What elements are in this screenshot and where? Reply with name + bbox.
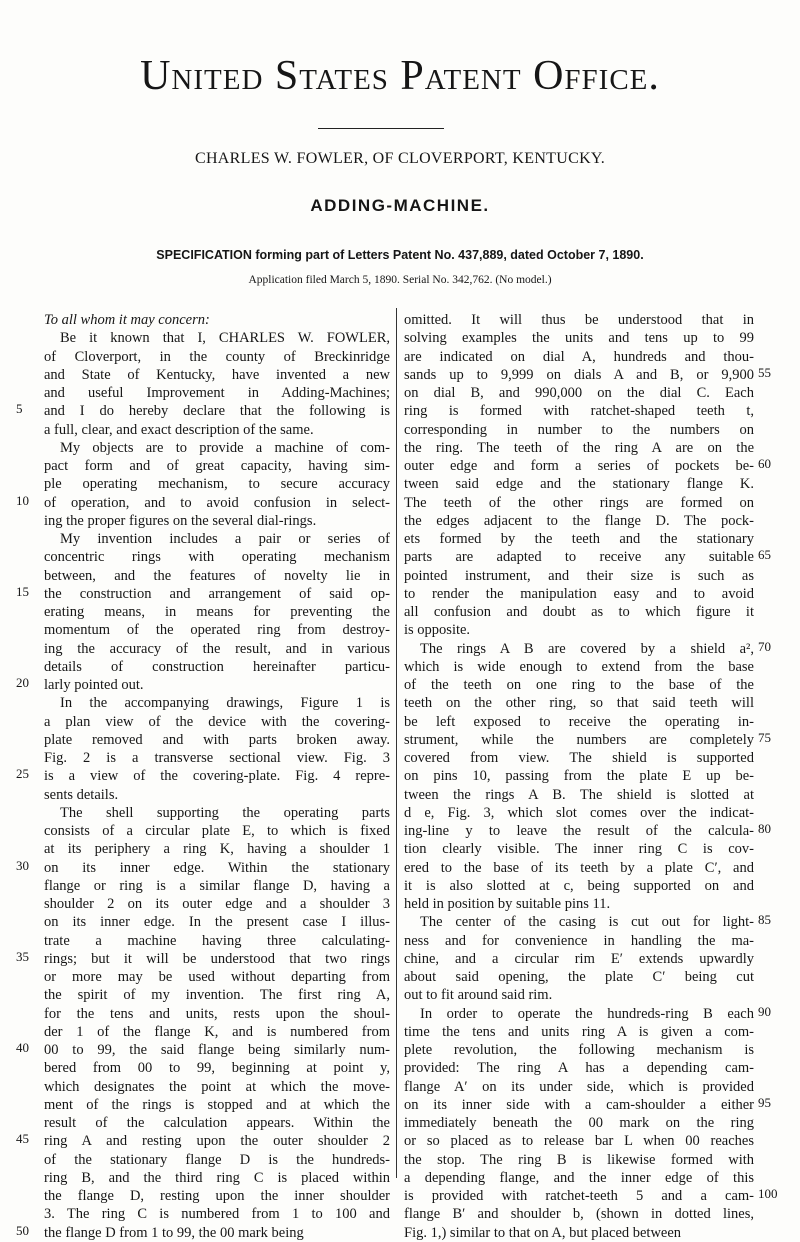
- text-line: tween the rings A B. The shield is slotted at: [404, 786, 754, 803]
- text-line: To all whom it may concern:: [44, 312, 210, 328]
- line-number: 85: [758, 912, 771, 928]
- text-line: trate a machine having three calculating-: [44, 932, 390, 949]
- text-line: ered to the base of its teeth by a plate C′, and: [404, 859, 754, 876]
- text-line: In the accompanying drawings, Figure 1 is: [60, 695, 390, 712]
- line-number: 10: [16, 492, 29, 508]
- text-line: erating means, in means for preventing the: [44, 604, 390, 620]
- text-line: between, and the features of novelty lie in: [44, 567, 390, 584]
- text-line: My objects are to provide a machine of com-: [60, 439, 390, 456]
- text-line: The teeth of the other rings are formed on: [404, 494, 754, 511]
- text-line: about said opening, the plate C′ being cut: [404, 969, 754, 985]
- text-line: teeth on the other ring, so that said teeth will: [404, 695, 754, 712]
- patent-office-title: United States Patent Office.: [140, 53, 660, 99]
- text-line: to render the manipulation easy and to avoid: [404, 585, 754, 602]
- text-line: the flange D, resting upon the inner shoulder: [44, 1188, 390, 1204]
- invention-title: ADDING-MACHINE.: [310, 196, 490, 215]
- text-line: or more may be used without departing from: [44, 969, 390, 985]
- text-line: sents details.: [44, 786, 119, 803]
- text-line: of Cloverport, in the county of Breckinridge: [44, 348, 390, 365]
- text-line: it is also slotted at c, being supported on and: [404, 877, 754, 894]
- text-line: for the tens and units, rests upon the shoul-: [44, 1005, 390, 1022]
- specification-line: SPECIFICATION forming part of Letters Patent No. 437,889, dated October 7, 1890.: [156, 248, 644, 262]
- text-line: der 1 of the flange K, and is numbered from: [44, 1023, 390, 1040]
- line-number: 100: [758, 1186, 778, 1201]
- line-number: 5: [16, 401, 23, 417]
- text-line: pointed instrument, and their size is such as: [404, 567, 754, 584]
- text-line: d e, Fig. 3, which slot comes over the indicat-: [404, 804, 754, 821]
- text-line: immediately beneath the 00 mark on the ring: [404, 1115, 754, 1131]
- text-line: covered from view. The shield is supported: [404, 750, 754, 766]
- text-line: ing the accuracy of the result, and in various: [44, 640, 390, 657]
- text-line: flange A′ on its under side, which is provided: [404, 1078, 754, 1095]
- line-number: 20: [16, 675, 29, 690]
- text-line: tion clearly visible. The inner ring C is cov-: [404, 841, 754, 858]
- text-line: larly pointed out.: [44, 677, 144, 693]
- title-rule: [318, 128, 444, 129]
- text-line: on dial B, and 990,000 on the dial C. Each: [404, 385, 754, 401]
- text-line: at its periphery a ring K, having a shoulder 1: [44, 841, 390, 858]
- line-number: 60: [758, 456, 771, 471]
- text-line: which designates the point at which the move-: [44, 1078, 390, 1095]
- text-line: ing the proper figures on the several dial-rings.: [44, 512, 317, 529]
- text-line: is opposite.: [404, 622, 471, 639]
- text-line: flange B′ and shoulder b, (shown in dotted lines,: [404, 1206, 754, 1223]
- text-line: on pins 10, passing from the plate E up be-: [404, 768, 754, 785]
- text-line: of operation, and to avoid confusion in select-: [44, 494, 390, 511]
- text-line: flange or ring is a similar flange D, having a: [44, 877, 390, 894]
- text-line: provided: The ring A has a depending cam-: [404, 1060, 754, 1077]
- text-line: ets formed by the teeth and the stationary: [404, 531, 754, 547]
- text-line: 00 to 99, the said flange being similarly num-: [44, 1042, 390, 1058]
- text-line: the flange D from 1 to 99, the 00 mark being: [44, 1224, 304, 1241]
- text-line: plate removed and with parts broken away.: [44, 731, 390, 748]
- line-number: 50: [16, 1222, 29, 1238]
- line-number: 65: [758, 547, 771, 563]
- line-number: 45: [16, 1131, 29, 1147]
- text-line: on its inner edge. In the present case I illus-: [44, 914, 390, 931]
- line-number: 30: [16, 857, 29, 873]
- text-line: momentum of the operated ring from destroy-: [44, 622, 390, 639]
- line-number: 90: [758, 1003, 771, 1019]
- text-line: the stop. The ring B is likewise formed with: [404, 1151, 754, 1168]
- text-line: 3. The ring C is numbered from 1 to 100 and: [44, 1206, 390, 1223]
- line-number: 25: [16, 766, 29, 782]
- text-line: In order to operate the hundreds-ring B each: [420, 1005, 754, 1022]
- line-number: 95: [758, 1094, 771, 1110]
- text-line: pact form and of great capacity, having sim-: [44, 458, 390, 474]
- text-line: a plan view of the device with the covering-: [44, 713, 390, 730]
- text-line: plete revolution, the following mechanism is: [404, 1042, 754, 1058]
- text-line: a full, clear, and exact description of the same.: [44, 421, 314, 438]
- text-line: My invention includes a pair or series of: [60, 531, 390, 547]
- text-line: and I do hereby declare that the following is: [44, 403, 390, 420]
- text-line: on its inner side with a cam-shoulder a either: [404, 1096, 754, 1113]
- inventor-line: CHARLES W. FOWLER, OF CLOVERPORT, KENTUCKY.: [194, 150, 606, 167]
- text-line: ring A and resting upon the outer shoulder 2: [44, 1133, 390, 1150]
- text-line: Fig. 1,) similar to that on A, but placed between: [404, 1224, 682, 1241]
- text-line: a depending flange, and the inner edge of this: [404, 1169, 754, 1186]
- text-line: ness and for convenience in handling the ma-: [404, 932, 754, 949]
- text-line: result of the calculation appears. Within the: [44, 1115, 390, 1131]
- line-number: 40: [16, 1040, 29, 1055]
- text-line: parts are adapted to receive any suitable: [404, 549, 754, 566]
- text-line: and State of Kentucky, have invented a new: [44, 366, 390, 383]
- text-line: or so placed as to release bar L when 00 reaches: [404, 1133, 754, 1150]
- text-line: the edges adjacent to the flange D. The pock-: [404, 512, 754, 529]
- line-number: 55: [758, 364, 771, 380]
- left-text-column: [44, 311, 390, 1242]
- line-number: 70: [758, 638, 771, 654]
- text-line: out to fit around said rim.: [404, 987, 553, 1004]
- text-line: and useful Improvement in Adding-Machines;: [44, 385, 390, 401]
- application-line: Application filed March 5, 1890. Serial No. 342,762. (No model.): [248, 274, 552, 286]
- text-line: of the stationary flange D is the hundreds-: [44, 1151, 390, 1168]
- text-line: rings; but it will be understood that two rings: [44, 950, 390, 967]
- text-line: is provided with ratchet-teeth 5 and a cam-: [404, 1188, 754, 1204]
- text-line: ring is formed with ratchet-shaped teeth t,: [404, 403, 754, 420]
- text-line: be left exposed to receive the operating in-: [404, 713, 754, 730]
- line-number: 75: [758, 729, 771, 745]
- line-number: 15: [16, 583, 29, 599]
- text-line: sands up to 9,999 on dials A and B, or 9,900: [404, 366, 754, 383]
- text-line: bered from 00 to 99, beginning at point y,: [44, 1060, 390, 1077]
- column-divider: [396, 308, 397, 1178]
- text-line: is a view of the covering-plate. Fig. 4 repre-: [44, 768, 390, 785]
- line-number: 80: [758, 821, 771, 836]
- text-line: time the tens and units ring A is given a com-: [404, 1023, 754, 1040]
- text-line: shoulder 2 on its outer edge and a shoulder 3: [44, 896, 390, 912]
- text-line: consists of a circular plate E, to which is fixed: [44, 823, 390, 839]
- text-line: all confusion and doubt as to which figure it: [404, 604, 754, 620]
- text-line: ment of the rings is stopped and at which the: [44, 1096, 390, 1113]
- text-line: Fig. 2 is a transverse sectional view. Fig. 3: [44, 750, 390, 766]
- text-line: strument, while the numbers are completely: [404, 731, 754, 748]
- right-text-column: [404, 311, 754, 1242]
- text-line: the construction and arrangement of said op-: [44, 585, 390, 602]
- text-line: corresponding in number to the numbers on: [404, 421, 754, 438]
- text-line: are indicated on dial A, hundreds and thou-: [404, 348, 754, 365]
- text-line: outer edge and form a series of pockets be-: [404, 458, 754, 474]
- text-line: The shell supporting the operating parts: [60, 804, 390, 821]
- text-line: The center of the casing is cut out for light-: [420, 914, 754, 931]
- text-line: tween said edge and the stationary flange K.: [404, 476, 754, 493]
- text-line: ple operating mechanism, to secure accuracy: [44, 476, 390, 493]
- text-line: solving examples the units and tens up to 99: [404, 330, 754, 347]
- text-line: the ring. The teeth of the ring A are on the: [404, 439, 754, 456]
- text-line: the spirit of my invention. The first ring A,: [44, 987, 390, 1004]
- text-line: omitted. It will thus be understood that in: [404, 312, 754, 328]
- text-line: held in position by suitable pins 11.: [404, 896, 611, 912]
- line-number: 35: [16, 948, 29, 964]
- text-line: details of construction hereinafter particu-: [44, 658, 390, 675]
- text-line: on its inner edge. Within the stationary: [44, 859, 390, 876]
- text-line: The rings A B are covered by a shield a²,: [420, 640, 754, 657]
- text-line: of the teeth on one ring to the base of the: [404, 677, 754, 693]
- text-line: chine, and a circular rim E′ extends upwardly: [404, 950, 754, 967]
- text-line: which is wide enough to extend from the base: [404, 658, 754, 675]
- text-line: concentric rings with operating mechanism: [44, 549, 390, 566]
- text-line: ring B, and the third ring C is placed within: [44, 1169, 390, 1186]
- text-line: Be it known that I, CHARLES W. FOWLER,: [60, 330, 390, 347]
- text-line: ing-line y to leave the result of the calcula-: [404, 823, 754, 839]
